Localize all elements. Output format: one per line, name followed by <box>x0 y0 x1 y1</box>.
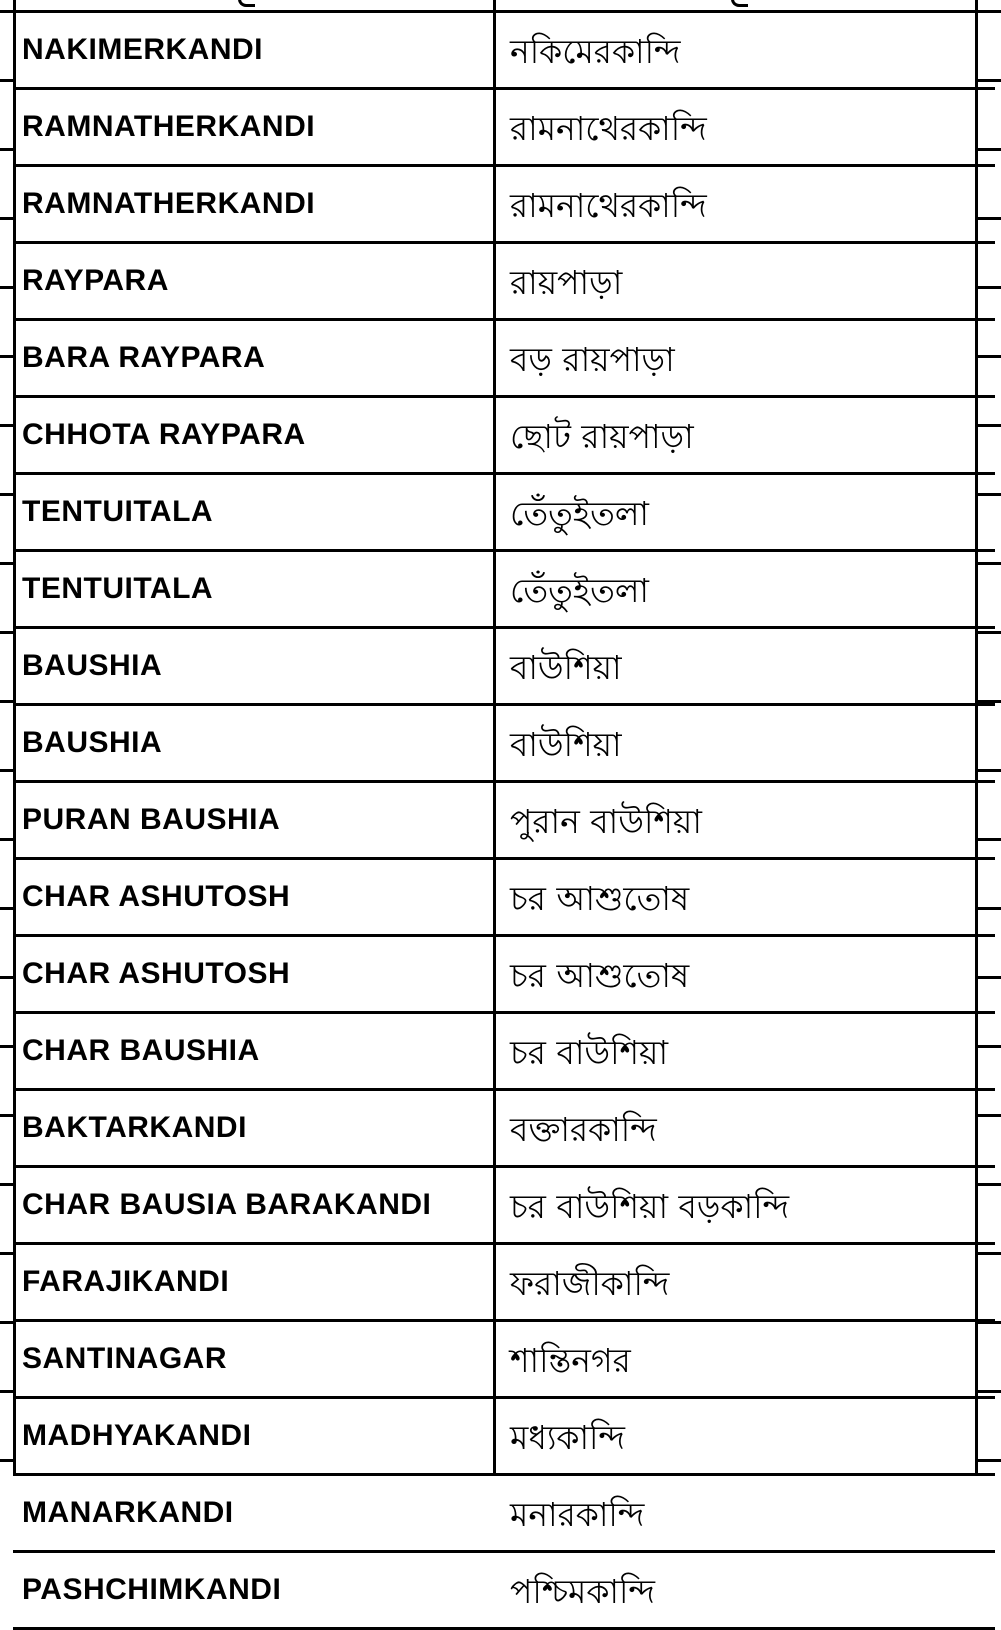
table-row <box>13 705 995 782</box>
bengali-name-cell: বড় রায়পাড়া <box>502 320 995 397</box>
row-separator-stub-left <box>0 1321 13 1324</box>
table-row <box>13 936 995 1013</box>
bengali-name-cell: রামনাথেরকান্দি <box>502 166 995 243</box>
table-column-divider <box>493 0 496 1474</box>
row-separator-stub-left <box>0 631 13 634</box>
english-name-cell: SANTINAGAR <box>13 1321 502 1398</box>
english-name-cell: PASHCHIMKANDI <box>13 1552 502 1629</box>
english-name-cell: RAMNATHERKANDI <box>13 166 502 243</box>
row-separator-stub-right <box>978 355 1001 358</box>
row-separator-stub-right <box>978 838 1001 841</box>
row-separator-stub-left <box>0 1459 13 1462</box>
table-row <box>13 397 995 474</box>
row-separator-stub-left <box>0 1252 13 1255</box>
row-separator-stub-left <box>0 424 13 427</box>
table-row <box>13 243 995 320</box>
table-row <box>13 12 995 89</box>
table-row <box>13 320 995 397</box>
table-row <box>13 1398 995 1475</box>
english-name-cell: CHAR BAUSHIA <box>13 1013 502 1090</box>
row-separator-stub-right <box>978 1321 1001 1324</box>
row-separator-stub-left <box>0 493 13 496</box>
row-separator-stub-right <box>978 562 1001 565</box>
english-name-cell: CHHOTA RAYPARA <box>13 397 502 474</box>
english-name-cell: BAUSHIA <box>13 705 502 782</box>
english-name-cell: PURAN BAUSHIA <box>13 782 502 859</box>
bengali-name-cell: নকিমেরকান্দি <box>502 12 995 89</box>
row-separator-stub-right <box>978 79 1001 82</box>
village-name-table <box>13 10 995 1630</box>
row-separator-stub-left <box>0 1045 13 1048</box>
table-row <box>13 1552 995 1629</box>
english-name-cell: BAUSHIA <box>13 628 502 705</box>
english-name-cell: TENTUITALA <box>13 474 502 551</box>
row-separator-stub-right <box>978 1114 1001 1117</box>
row-separator-stub-left <box>0 976 13 979</box>
bengali-name-cell: চর বাউশিয়া <box>502 1013 995 1090</box>
bengali-name-cell: মধ্যকান্দি <box>502 1398 995 1475</box>
english-name-cell: TENTUITALA <box>13 551 502 628</box>
row-separator-stub-right <box>978 424 1001 427</box>
bengali-name-cell: তেঁতুইতলা <box>502 474 995 551</box>
table-body <box>13 12 995 1629</box>
table-row <box>13 859 995 936</box>
row-separator-stub-left <box>0 286 13 289</box>
row-separator-stub-right <box>978 907 1001 910</box>
table-row <box>13 474 995 551</box>
english-name-cell: RAYPARA <box>13 243 502 320</box>
bengali-name-cell: চর আশুতোষ <box>502 936 995 1013</box>
row-separator-stub-left <box>0 1183 13 1186</box>
row-separator-stub-left <box>0 355 13 358</box>
bengali-name-cell: মনারকান্দি <box>502 1475 995 1552</box>
table-row <box>13 1321 995 1398</box>
bengali-name-cell: রামনাথেরকান্দি <box>502 89 995 166</box>
bengali-name-cell: শান্তিনগর <box>502 1321 995 1398</box>
bengali-name-cell: বক্তারকান্দি <box>502 1090 995 1167</box>
english-name-cell: MADHYAKANDI <box>13 1398 502 1475</box>
bengali-name-cell: রায়পাড়া <box>502 243 995 320</box>
row-separator-stub-left <box>0 769 13 772</box>
row-separator-stub-right <box>978 700 1001 703</box>
row-separator-stub-right <box>978 217 1001 220</box>
row-separator-stub-right <box>978 148 1001 151</box>
english-name-cell: CHAR BAUSIA BARAKANDI <box>13 1167 502 1244</box>
row-separator-stub-right <box>978 493 1001 496</box>
table-left-border <box>13 0 16 1474</box>
bengali-name-cell: তেঁতুইতলা <box>502 551 995 628</box>
row-separator-stub-right <box>978 769 1001 772</box>
row-separator-stub-right <box>978 10 1001 13</box>
english-name-cell: FARAJIKANDI <box>13 1244 502 1321</box>
row-separator-stub-left <box>0 10 13 13</box>
bengali-name-cell: ছোট রায়পাড়া <box>502 397 995 474</box>
cropped-header-glyph <box>731 0 748 7</box>
table-row <box>13 1090 995 1167</box>
row-separator-stub-right <box>978 1252 1001 1255</box>
bengali-name-cell: বাউশিয়া <box>502 705 995 782</box>
english-name-cell: NAKIMERKANDI <box>13 12 502 89</box>
table-row <box>13 782 995 859</box>
bengali-name-cell: বাউশিয়া <box>502 628 995 705</box>
bengali-name-cell: পশ্চিমকান্দি <box>502 1552 995 1629</box>
bengali-name-cell: চর বাউশিয়া বড়কান্দি <box>502 1167 995 1244</box>
english-name-cell: BAKTARKANDI <box>13 1090 502 1167</box>
table-row <box>13 1244 995 1321</box>
table-row <box>13 89 995 166</box>
row-separator-stub-right <box>978 1459 1001 1462</box>
table-row <box>13 628 995 705</box>
row-separator-stub-left <box>0 79 13 82</box>
bengali-name-cell: পুরান বাউশিয়া <box>502 782 995 859</box>
row-separator-stub-left <box>0 217 13 220</box>
row-separator-stub-right <box>978 631 1001 634</box>
english-name-cell: CHAR ASHUTOSH <box>13 936 502 1013</box>
row-separator-stub-left <box>0 1390 13 1393</box>
row-separator-stub-right <box>978 976 1001 979</box>
table-row <box>13 551 995 628</box>
row-separator-stub-left <box>0 1114 13 1117</box>
row-separator-stub-left <box>0 907 13 910</box>
row-separator-stub-left <box>0 562 13 565</box>
english-name-cell: MANARKANDI <box>13 1475 502 1552</box>
row-separator-stub-left <box>0 148 13 151</box>
table-row <box>13 1475 995 1552</box>
row-separator-stub-left <box>0 700 13 703</box>
row-separator-stub-right <box>978 1045 1001 1048</box>
cropped-header-glyph <box>238 0 255 7</box>
bengali-name-cell: ফরাজীকান্দি <box>502 1244 995 1321</box>
table-row <box>13 166 995 243</box>
table-row <box>13 1167 995 1244</box>
row-separator-stub-right <box>978 1390 1001 1393</box>
table-row <box>13 1013 995 1090</box>
row-separator-stub-left <box>0 838 13 841</box>
english-name-cell: BARA RAYPARA <box>13 320 502 397</box>
english-name-cell: RAMNATHERKANDI <box>13 89 502 166</box>
english-name-cell: CHAR ASHUTOSH <box>13 859 502 936</box>
row-separator-stub-right <box>978 286 1001 289</box>
bengali-name-cell: চর আশুতোষ <box>502 859 995 936</box>
row-separator-stub-right <box>978 1183 1001 1186</box>
